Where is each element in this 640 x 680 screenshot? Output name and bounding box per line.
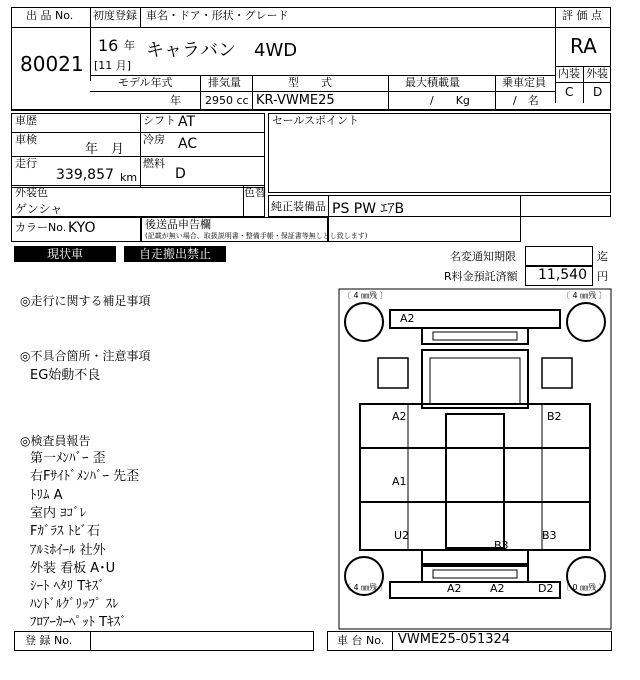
recycle-unit: 円 <box>597 270 608 283</box>
model-year-label: モデル年式 <box>118 76 173 89</box>
inspector-item: 第一ﾒﾝﾊﾞｰ 歪 <box>30 451 106 466</box>
capacity-unit: / 名 <box>513 94 539 107</box>
sales-point-label: セールスポイント <box>272 114 360 127</box>
aircon: AC <box>178 136 198 152</box>
mark-left-side: A1 <box>392 475 407 488</box>
inspector-item: ﾄﾘﾑ A <box>30 488 63 503</box>
tire-depth-rear-left: 〔 4 ㎜残 〕 <box>343 583 388 592</box>
recycle-value: 11,540 <box>538 267 587 283</box>
recycle-label: R料金預託済額 <box>444 270 518 283</box>
mark-rear-left: U2 <box>394 529 410 542</box>
max-load-unit: / Kg <box>430 94 470 107</box>
current-car-badge: 現状車 <box>14 246 116 262</box>
mark-bottom-center: A2 <box>490 582 505 595</box>
first-reg-label: 初度登録 <box>93 9 137 22</box>
mileage: 339,857 <box>56 167 114 183</box>
color-no: KYO <box>68 220 96 236</box>
defect-label: ◎不具合箇所・注意事項 <box>20 349 151 363</box>
mark-rear-right: B3 <box>542 529 557 542</box>
chassis-label: 車 台 No. <box>337 634 385 647</box>
damage-diagram <box>338 288 612 630</box>
fuel-label: 燃料 <box>143 157 165 170</box>
repaint-label: 色替 <box>244 186 266 199</box>
mark-bottom-right: D2 <box>538 582 554 595</box>
interior-label: 内装 <box>558 67 580 80</box>
type-label: 型 式 <box>288 76 332 89</box>
ext-color-label: 外装色 <box>15 186 48 199</box>
blank-box <box>328 217 521 242</box>
mark-front-left: A2 <box>392 410 407 423</box>
driving-notes-label: ◎走行に関する補足事項 <box>20 294 151 308</box>
hood <box>422 350 528 408</box>
defect-item: EG始動不良 <box>30 368 101 383</box>
exterior-grade: D <box>593 85 603 99</box>
fuel: D <box>175 166 186 182</box>
rear-gate <box>422 550 528 564</box>
interior-grade: C <box>565 85 574 99</box>
model-name: キャラバン 4WD <box>146 40 298 61</box>
front-bumper <box>390 310 560 328</box>
wheel-front-left <box>345 303 383 341</box>
reg-year: 16 <box>98 36 119 55</box>
max-load-label: 最大積載量 <box>405 76 460 89</box>
overall-grade: RA <box>570 34 597 58</box>
front-grille <box>422 328 528 344</box>
details-left <box>11 113 265 188</box>
lot-no-label: 出 品 No. <box>26 9 74 22</box>
rear-panel <box>422 566 528 582</box>
exterior-label: 外装 <box>586 67 608 80</box>
shift: AT <box>178 114 196 130</box>
shift-label: シフト <box>143 114 176 127</box>
inspector-item: 外装 看板 A･U <box>30 561 116 576</box>
name-change-box <box>525 246 593 266</box>
inspector-item: ｱﾙﾐﾎｲｰﾙ 社外 <box>30 543 106 558</box>
lot-no: 80021 <box>20 52 84 76</box>
wheel-front-right <box>567 303 605 341</box>
displacement: 2950 cc <box>205 94 249 107</box>
roof <box>446 414 504 548</box>
mark-top-bumper: A2 <box>400 312 415 325</box>
name-change-unit: 迄 <box>597 250 608 263</box>
inspection-label: 車検 <box>15 133 37 146</box>
history-label: 車歴 <box>15 114 37 127</box>
inspector-item: ﾊﾝﾄﾞﾙｸﾞﾘｯﾌﾟ ｽﾚ <box>30 597 119 612</box>
inspector-label: ◎検査員報告 <box>20 434 91 448</box>
aircon-label: 冷房 <box>143 133 165 146</box>
model-type: KR-VWME25 <box>256 93 335 108</box>
equipment: PS PW ｴｱB <box>332 201 405 217</box>
reg-month: [11 月] <box>94 59 132 72</box>
mark-bottom-left: A2 <box>447 582 462 595</box>
name-change-label: 名変通知期限 <box>450 250 516 263</box>
inspector-item: 右Fｻｲﾄﾞﾒﾝﾊﾞｰ 先歪 <box>30 469 140 484</box>
inspector-item: ﾌﾛｱｰｶｰﾍﾟｯﾄ Tｷｽﾞ <box>30 615 127 630</box>
rear-bumper <box>390 582 560 598</box>
tire-depth-front-left: 〔 4 ㎜残 〕 <box>343 291 388 300</box>
ext-color: ゲンシャ <box>15 202 63 216</box>
tire-depth-rear-right: 〔 0 ㎜残 〕 <box>562 583 607 592</box>
equipment-label: 純正装備品 <box>271 200 326 213</box>
grade-label: 評 価 点 <box>562 9 602 22</box>
mark-rear-center: B3 <box>494 539 509 552</box>
reg-year-unit: 年 <box>124 39 135 52</box>
after-items-note: (記載が無い場合、取扱説明書・整備手帳・保証書等無しとし致します) <box>145 232 368 240</box>
after-items-label: 後送品申告欄 <box>145 218 211 231</box>
capacity-label: 乗車定員 <box>502 76 546 89</box>
mark-front-right: B2 <box>547 410 562 423</box>
inspector-item: ｼｰﾄ ﾍﾀﾘ Tｷｽﾞ <box>30 579 105 594</box>
model-year-unit: 年 <box>170 94 181 107</box>
mileage-unit: km <box>120 171 138 184</box>
reg-no-label: 登 録 No. <box>25 634 73 647</box>
displacement-label: 排気量 <box>208 76 241 89</box>
model-name-label: 車名・ドア・形状・グレード <box>146 9 289 22</box>
tire-depth-front-right: 〔 4 ㎜残 〕 <box>562 291 607 300</box>
mileage-label: 走行 <box>15 157 37 170</box>
self-transport-badge: 自走搬出禁止 <box>124 246 226 262</box>
inspector-item: 室内 ﾖｺﾞﾚ <box>30 506 87 521</box>
color-no-label: カラーNo. <box>15 221 67 234</box>
chassis-no: VWME25-051324 <box>398 632 511 647</box>
inspector-item: Fｶﾞﾗｽ ﾄﾋﾞ石 <box>30 524 101 539</box>
inspection-value: 年 月 <box>85 142 125 157</box>
